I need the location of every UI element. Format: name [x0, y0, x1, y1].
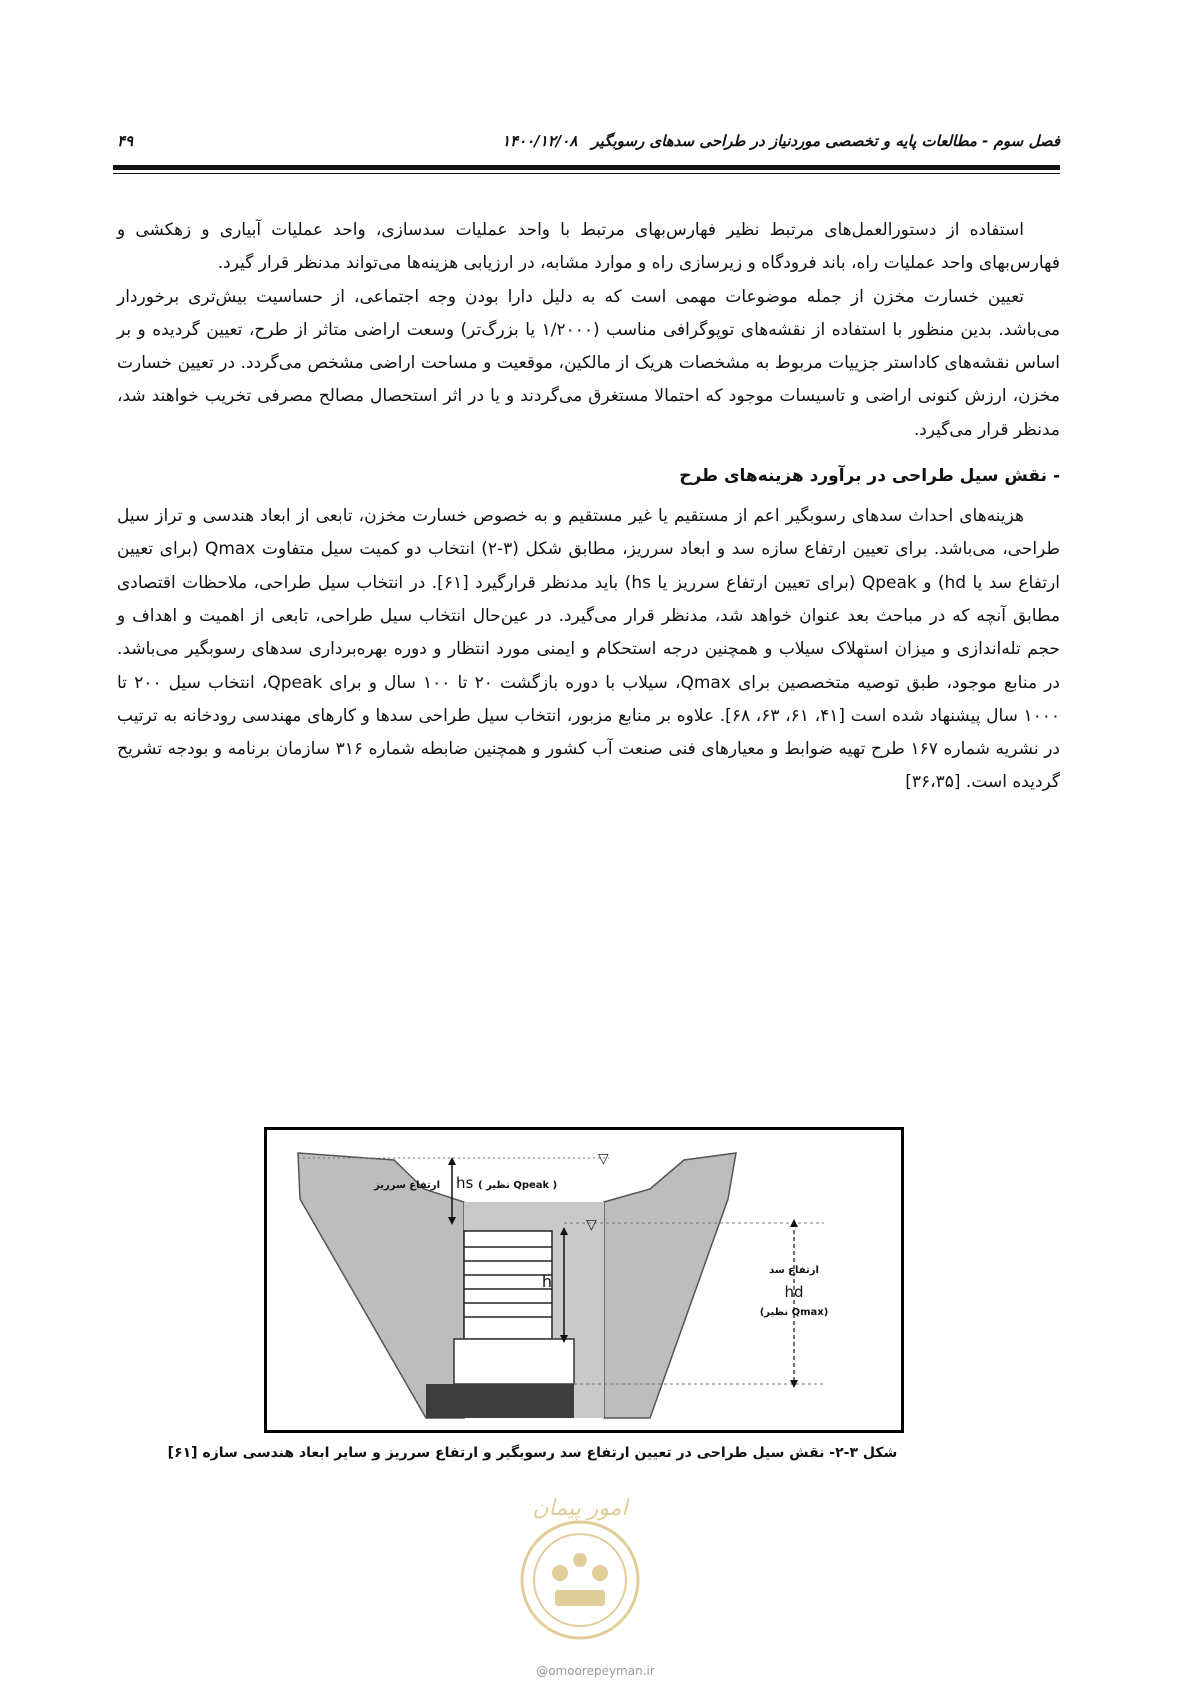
seal-logo-text: امور پیمان	[532, 1496, 628, 1521]
water-level-icon-spillway: ▽	[586, 1217, 597, 1233]
body-text	[117, 214, 1060, 800]
paragraph-2: تعیین خسارت مخزن از جمله موضوعات مهمی است که به دلیل دارا بودن وجه اجتماعی، از حساسیت بیش‌تری برخوردار می‌باشد. بدین منظور با استفاده از نقشه‌های توپوگرافی مناسب (۱/۲۰۰۰ یا بزرگ‌تر) وسعت اراضی متاثر از طرح، تعیین گردیده و بر اساس نقشه‌های کاداستر جزییات مربوط به مشخصات هریک از مالکین، موقعیت و مساحت اراضی مشخص می‌گردد. در تعیین خسارت مخزن، ارزش کنونی اراضی و تاسیسات موجود که احتمالا مستغرق می‌گردند و یا در اثر استحصال مصالح مصرفی تخریب خواهند شد، مدنظر قرار می‌گیرد.	[117, 286, 1060, 440]
seal-inner-ring-icon	[534, 1534, 626, 1626]
qpeak-label: ( نظیر Qpeak )	[478, 1180, 558, 1191]
paragraph-3: هزینه‌های احداث سدهای رسوبگیر اعم از مستقیم یا غیر مستقیم و به خصوص خسارت مخزن، تابعی از ابعاد هندسی و تراز سیل طراحی، می‌باشد. برای تعیین ارتفاع سازه سد و ابعاد سرریز، مطابق شکل (۳-۲) انتخاب دو کمیت سیل متفاوت Qmax (برای تعیین ارتفاع سد یا hd) و Qpeak (برای تعیین ارتفاع سرریز یا hs) باید مدنظر قرارگیرد [۶۱]. در انتخاب سیل طراحی، ملاحظات اقتصادی مطابق آنچه که در مباحث بعد عنوان خواهد شد، مدنظر قرار می‌گیرد. در عین‌حال انتخاب سیل طراحی، تابعی از اهمیت و اهداف و حجم تله‌اندازی و میزان استهلاک سیلاب و همچنین درجه استحکام و ایمنی مورد انتظار و دوره بهره‌برداری سدهای رسوبگیر می‌باشد. در منابع موجود، طبق توصیه متخصصین برای Qmax، سیلاب با دوره بازگشت ۲۰ تا ۱۰۰ سال و برای Qpeak، انتخاب سیل ۲۰۰ تا ۱۰۰۰ سال پیشنهاد شده است [۴۱، ۶۱، ۶۳، ۶۸]. علاوه بر منابع مزبور، انتخاب سیل طراحی سدها و کارهای مهندسی رودخانه به ترتیب در نشریه شماره ۱۶۷ طرح تهیه ضوابط و معیارهای فنی صنعت آب کشور و همچنین ضابطه شماره ۳۱۶ سازمان برنامه و بودجه تشریح گردیده است. [۳۶،۳۵]	[117, 506, 1061, 793]
header-date: ۱۴۰۰/۱۲/۰۸	[501, 132, 578, 150]
chapter-title: فصل سوم - مطالعات پایه و تخصصی موردنیاز در طراحی سدهای رسوبگیر۱۴۰۰/۱۲/۰۸	[501, 132, 1060, 150]
qmax-label: (نظیر Qmax)	[759, 1307, 829, 1318]
hd-symbol: hd	[784, 1283, 804, 1301]
h-symbol: h	[541, 1272, 552, 1291]
hs-label: ارتفاع سرریز	[374, 1180, 440, 1191]
paragraph-1: استفاده از دستورالعمل‌های مرتبط نظیر فهارس‌بهای مرتبط با واحد عملیات سدسازی، واحد عملیات آبیاری و زهکشی و فهارس‌بهای واحد عملیات راه، باند فرودگاه و زیرسازی راه و موارد مشابه، در ارزیابی هزینه‌ها می‌تواند مدنظر قرار گیرد.	[117, 220, 1060, 274]
header-rule-thick	[113, 165, 1060, 170]
hd-label: ارتفاع سد	[769, 1265, 819, 1276]
foundation-block	[454, 1339, 574, 1384]
watermark-site: @omoorepeyman.ir	[536, 1664, 655, 1678]
hs-symbol: hs	[456, 1174, 474, 1192]
water-level-icon-top: ▽	[598, 1151, 609, 1167]
header-rule-thin	[113, 173, 1060, 174]
figure-caption: شکل ۳-۲- نقش سیل طراحی در تعیین ارتفاع سد رسوبگیر و ارتفاع سرریز و سایر ابعاد هندسی سازه [۶۱]	[167, 1445, 898, 1461]
dam-diagram	[264, 1127, 904, 1433]
page-header	[117, 130, 1060, 156]
section-heading: - نقش سیل طراحی در برآورد هزینه‌های طرح	[679, 466, 1060, 487]
seal-emblems-icon	[552, 1553, 608, 1606]
seal-ring-icon	[522, 1522, 638, 1638]
cutoff-base	[426, 1384, 574, 1418]
watermark-seal	[505, 1455, 655, 1655]
page-number: ۴۹	[117, 132, 134, 150]
